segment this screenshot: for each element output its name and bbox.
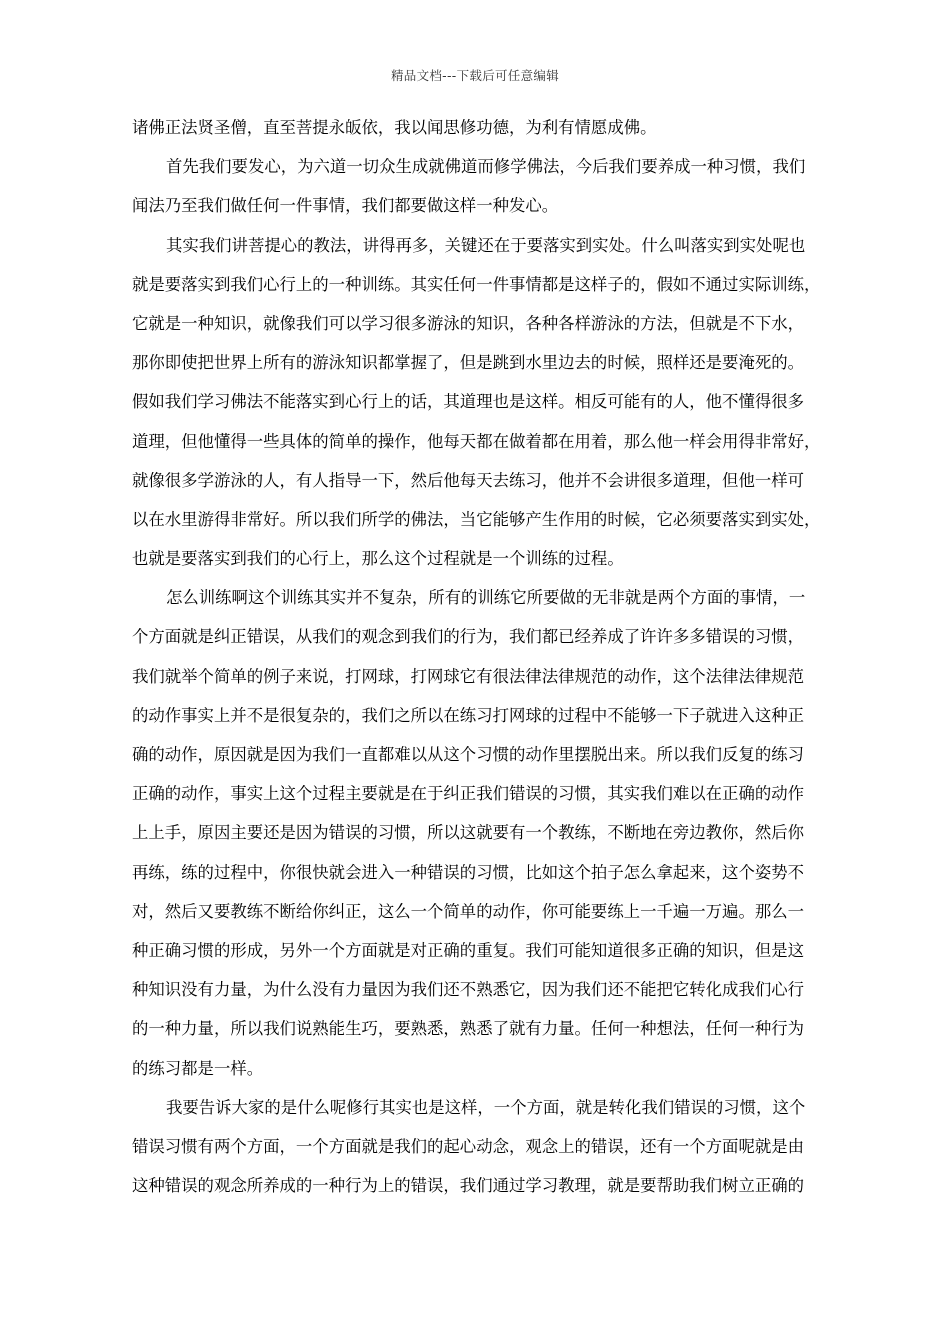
- paragraph: [132, 226, 826, 579]
- text-line: 的一种力量，所以我们说熟能生巧，要熟悉，熟悉了就有力量。任何一种想法，任何一种行为: [132, 1019, 805, 1039]
- text-line: 它就是一种知识，就像我们可以学习很多游泳的知识，各种各样游泳的方法，但就是不下水，: [132, 313, 805, 333]
- text-line: 种知识没有力量，为什么没有力量因为我们还不熟悉它，因为我们还不能把它转化成我们心行: [132, 980, 805, 1000]
- text-line: 确的动作，原因就是因为我们一直都难以从这个习惯的动作里摆脱出来。所以我们反复的练习: [132, 745, 805, 764]
- text-line: 首先我们要发心，为六道一切众生成就佛道而修学佛法，今后我们要养成一种习惯，我们: [166, 157, 806, 177]
- text-line: 假如我们学习佛法不能落实到心行上的话，其道理也是这样。相反可能有的人，他不懂得很多: [132, 392, 805, 412]
- paragraph: [132, 147, 826, 225]
- text-line: 那你即使把世界上所有的游泳知识都掌握了，但是跳到水里边去的时候，照样还是要淹死的。: [132, 353, 805, 373]
- text-line: 上上手，原因主要还是因为错误的习惯，所以这就要有一个教练，不断地在旁边教你，然后你: [132, 823, 805, 843]
- document-body: [132, 108, 826, 1205]
- text-line: 我要告诉大家的是什么呢修行其实也是这样，一个方面，就是转化我们错误的习惯，这个: [166, 1097, 806, 1117]
- text-line: 以在水里游得非常好。所以我们所学的佛法，当它能够产生作用的时候，它必须要落实到实处，: [132, 509, 821, 529]
- text-line: 正确的动作，事实上这个过程主要就是在于纠正我们错误的习惯，其实我们难以在正确的动作: [132, 784, 805, 804]
- text-line: 也就是要落实到我们的心行上，那么这个过程就是一个训练的过程。: [132, 549, 624, 569]
- page-header: 精品文档---下载后可任意编辑: [390, 68, 560, 83]
- text-line: 个方面就是纠正错误，从我们的观念到我们的行为，我们都已经养成了许许多多错误的习惯，: [132, 627, 805, 647]
- text-line: 错误习惯有两个方面，一个方面就是我们的起心动念，观念上的错误，还有一个方面呢就是由: [132, 1136, 805, 1156]
- text-line: 这种错误的观念所养成的一种行为上的错误，我们通过学习教理，就是要帮助我们树立正确的: [132, 1176, 805, 1196]
- text-line: 怎么训练啊这个训练其实并不复杂，所有的训练它所要做的无非就是两个方面的事情，一: [166, 588, 806, 608]
- paragraph: [132, 1088, 826, 1206]
- paragraph: [132, 108, 826, 147]
- text-line: 种正确习惯的形成，另外一个方面就是对正确的重复。我们可能知道很多正确的知识，但是这: [132, 940, 805, 960]
- text-line: 的练习都是一样。: [132, 1058, 264, 1078]
- paragraph: [132, 578, 826, 1087]
- text-line: 道理，但他懂得一些具体的简单的操作，他每天都在做着都在用着，那么他一样会用得非常好，: [132, 431, 821, 451]
- text-line: 再练，练的过程中，你很快就会进入一种错误的习惯，比如这个拍子怎么拿起来，这个姿势不: [132, 862, 805, 882]
- text-line: 就像很多学游泳的人，有人指导一下，然后他每天去练习，他并不会讲很多道理，但他一样可: [132, 470, 805, 490]
- text-line: 对，然后又要教练不断给你纠正，这么一个简单的动作，你可能要练上一千遍一万遍。那么一: [132, 901, 805, 921]
- text-line: 诸佛正法贤圣僧，直至菩提永皈依，我以闻思修功德，为利有情愿成佛。: [132, 118, 657, 137]
- text-line: 就是要落实到我们心行上的一种训练。其实任何一件事情都是这样子的，假如不通过实际训练，: [132, 274, 821, 294]
- text-line: 闻法乃至我们做任何一件事情，我们都要做这样一种发心。: [132, 196, 559, 216]
- text-line: 的动作事实上并不是很复杂的，我们之所以在练习打网球的过程中不能够一下子就进入这种正: [132, 705, 805, 725]
- text-line: 我们就举个简单的例子来说，打网球，打网球它有很法律法律规范的动作，这个法律法律规范: [132, 666, 805, 686]
- text-line: 其实我们讲菩提心的教法，讲得再多，关键还在于要落实到实处。什么叫落实到实处呢也: [166, 235, 806, 255]
